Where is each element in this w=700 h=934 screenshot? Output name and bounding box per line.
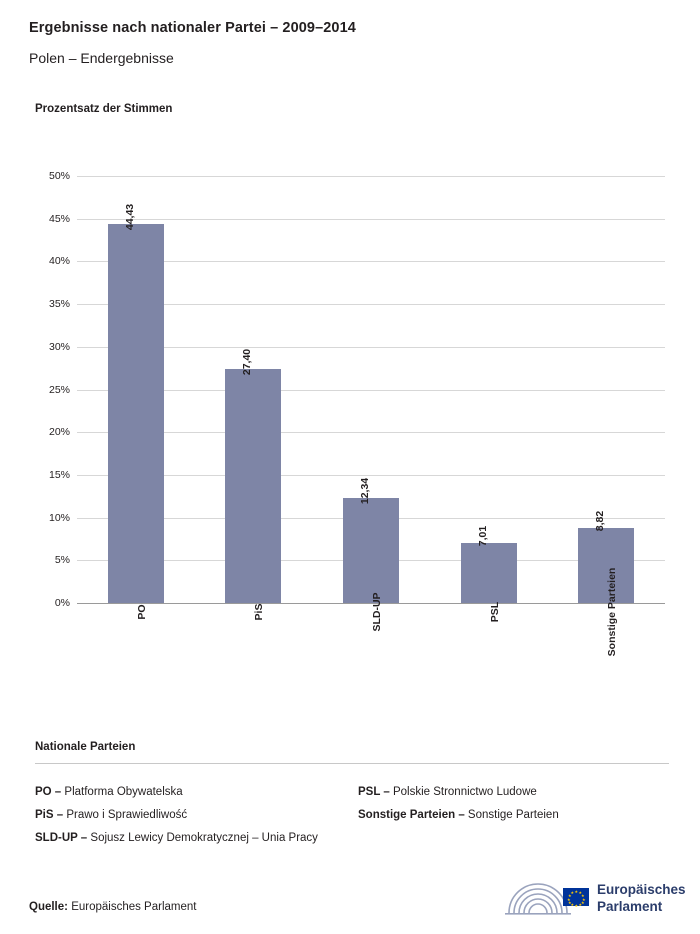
party-abbreviation: PSL – — [358, 786, 390, 798]
y-axis-tick-label: 10% — [48, 511, 70, 524]
gridline — [48, 426, 665, 439]
eu-flag-icon: ★ ★ ★ ★ ★ ★ ★ ★ ★ ★ ★ ★ — [563, 888, 589, 906]
y-axis-tick-label: 25% — [48, 383, 70, 396]
bar — [108, 203, 164, 620]
source-line — [29, 901, 196, 913]
bar — [343, 477, 399, 632]
y-axis-tick-label: 15% — [48, 468, 70, 481]
legend-divider — [35, 763, 669, 764]
y-axis-tick-label: 35% — [48, 298, 70, 311]
party-abbreviation: PO – — [35, 786, 62, 798]
party-abbreviation: PiS – — [35, 809, 64, 821]
logo-wordmark — [597, 881, 686, 915]
bar — [578, 510, 634, 657]
source-label: Quelle: — [29, 901, 68, 913]
bar-value-label: 27,40 — [241, 348, 254, 376]
gridline — [48, 468, 665, 481]
bar — [225, 348, 281, 621]
gridline — [48, 170, 665, 182]
party-legend-item — [35, 782, 355, 803]
y-axis-tick-label: 0% — [54, 597, 70, 609]
page-title: Ergebnisse nach nationaler Partei – 2009–2014 — [29, 20, 356, 36]
page-subtitle: Polen – Endergebnisse — [29, 50, 174, 66]
logo-line-1: Europäisches — [597, 882, 686, 897]
party-legend-item — [358, 805, 658, 826]
logo-line-2: Parlament — [597, 899, 663, 914]
party-legend-item — [358, 782, 658, 803]
party-full-name: Polskie Stronnictwo Ludowe — [389, 786, 537, 798]
y-axis-tick-label: 5% — [54, 554, 70, 567]
bar-value-label: 7,01 — [476, 525, 489, 547]
hemicycle-icon — [505, 879, 571, 917]
party-legend-item — [35, 805, 355, 826]
legend-heading: Nationale Parteien — [35, 741, 136, 753]
chart-axis-title: Prozentsatz der Stimmen — [35, 103, 173, 115]
gridline — [48, 383, 665, 396]
european-parliament-logo — [505, 875, 686, 921]
bar — [461, 525, 517, 623]
party-legend-item — [35, 828, 355, 849]
bar-chart — [29, 168, 669, 657]
plot-area — [48, 170, 665, 657]
party-full-name: Prawo i Sprawiedliwość — [63, 809, 188, 821]
party-full-name: Sojusz Lewicy Demokratycznej – Unia Pracy — [87, 832, 318, 844]
gridline — [48, 255, 665, 268]
y-axis-tick-label: 40% — [48, 255, 70, 268]
y-axis-tick-label: 20% — [48, 426, 70, 439]
gridline — [48, 212, 665, 225]
party-full-name: Platforma Obywatelska — [61, 786, 183, 798]
legend-column-right — [358, 782, 658, 828]
gridline — [48, 298, 665, 311]
x-axis-category-label: PiS — [253, 603, 266, 621]
x-axis-category-label: PO — [135, 604, 148, 620]
legend-column-left — [35, 782, 355, 851]
gridline — [48, 340, 665, 353]
x-axis-category-label: SLD-UP — [371, 592, 383, 632]
y-axis-tick-label: 30% — [48, 340, 70, 353]
party-abbreviation: SLD-UP – — [35, 832, 88, 844]
y-axis-tick-label: 50% — [48, 170, 70, 182]
bar-value-label: 8,82 — [594, 510, 607, 531]
party-full-name: Sonstige Parteien — [464, 809, 559, 821]
bar-value-label: 12,34 — [359, 477, 371, 504]
x-axis-category-label: Sonstige Parteien — [606, 567, 619, 657]
y-axis-tick-label: 45% — [48, 212, 70, 225]
source-value: Europäisches Parlament — [71, 901, 197, 913]
party-abbreviation: Sonstige Parteien – — [358, 809, 465, 821]
x-axis-category-label: PSL — [488, 601, 501, 623]
bar-value-label: 44,43 — [123, 203, 136, 230]
